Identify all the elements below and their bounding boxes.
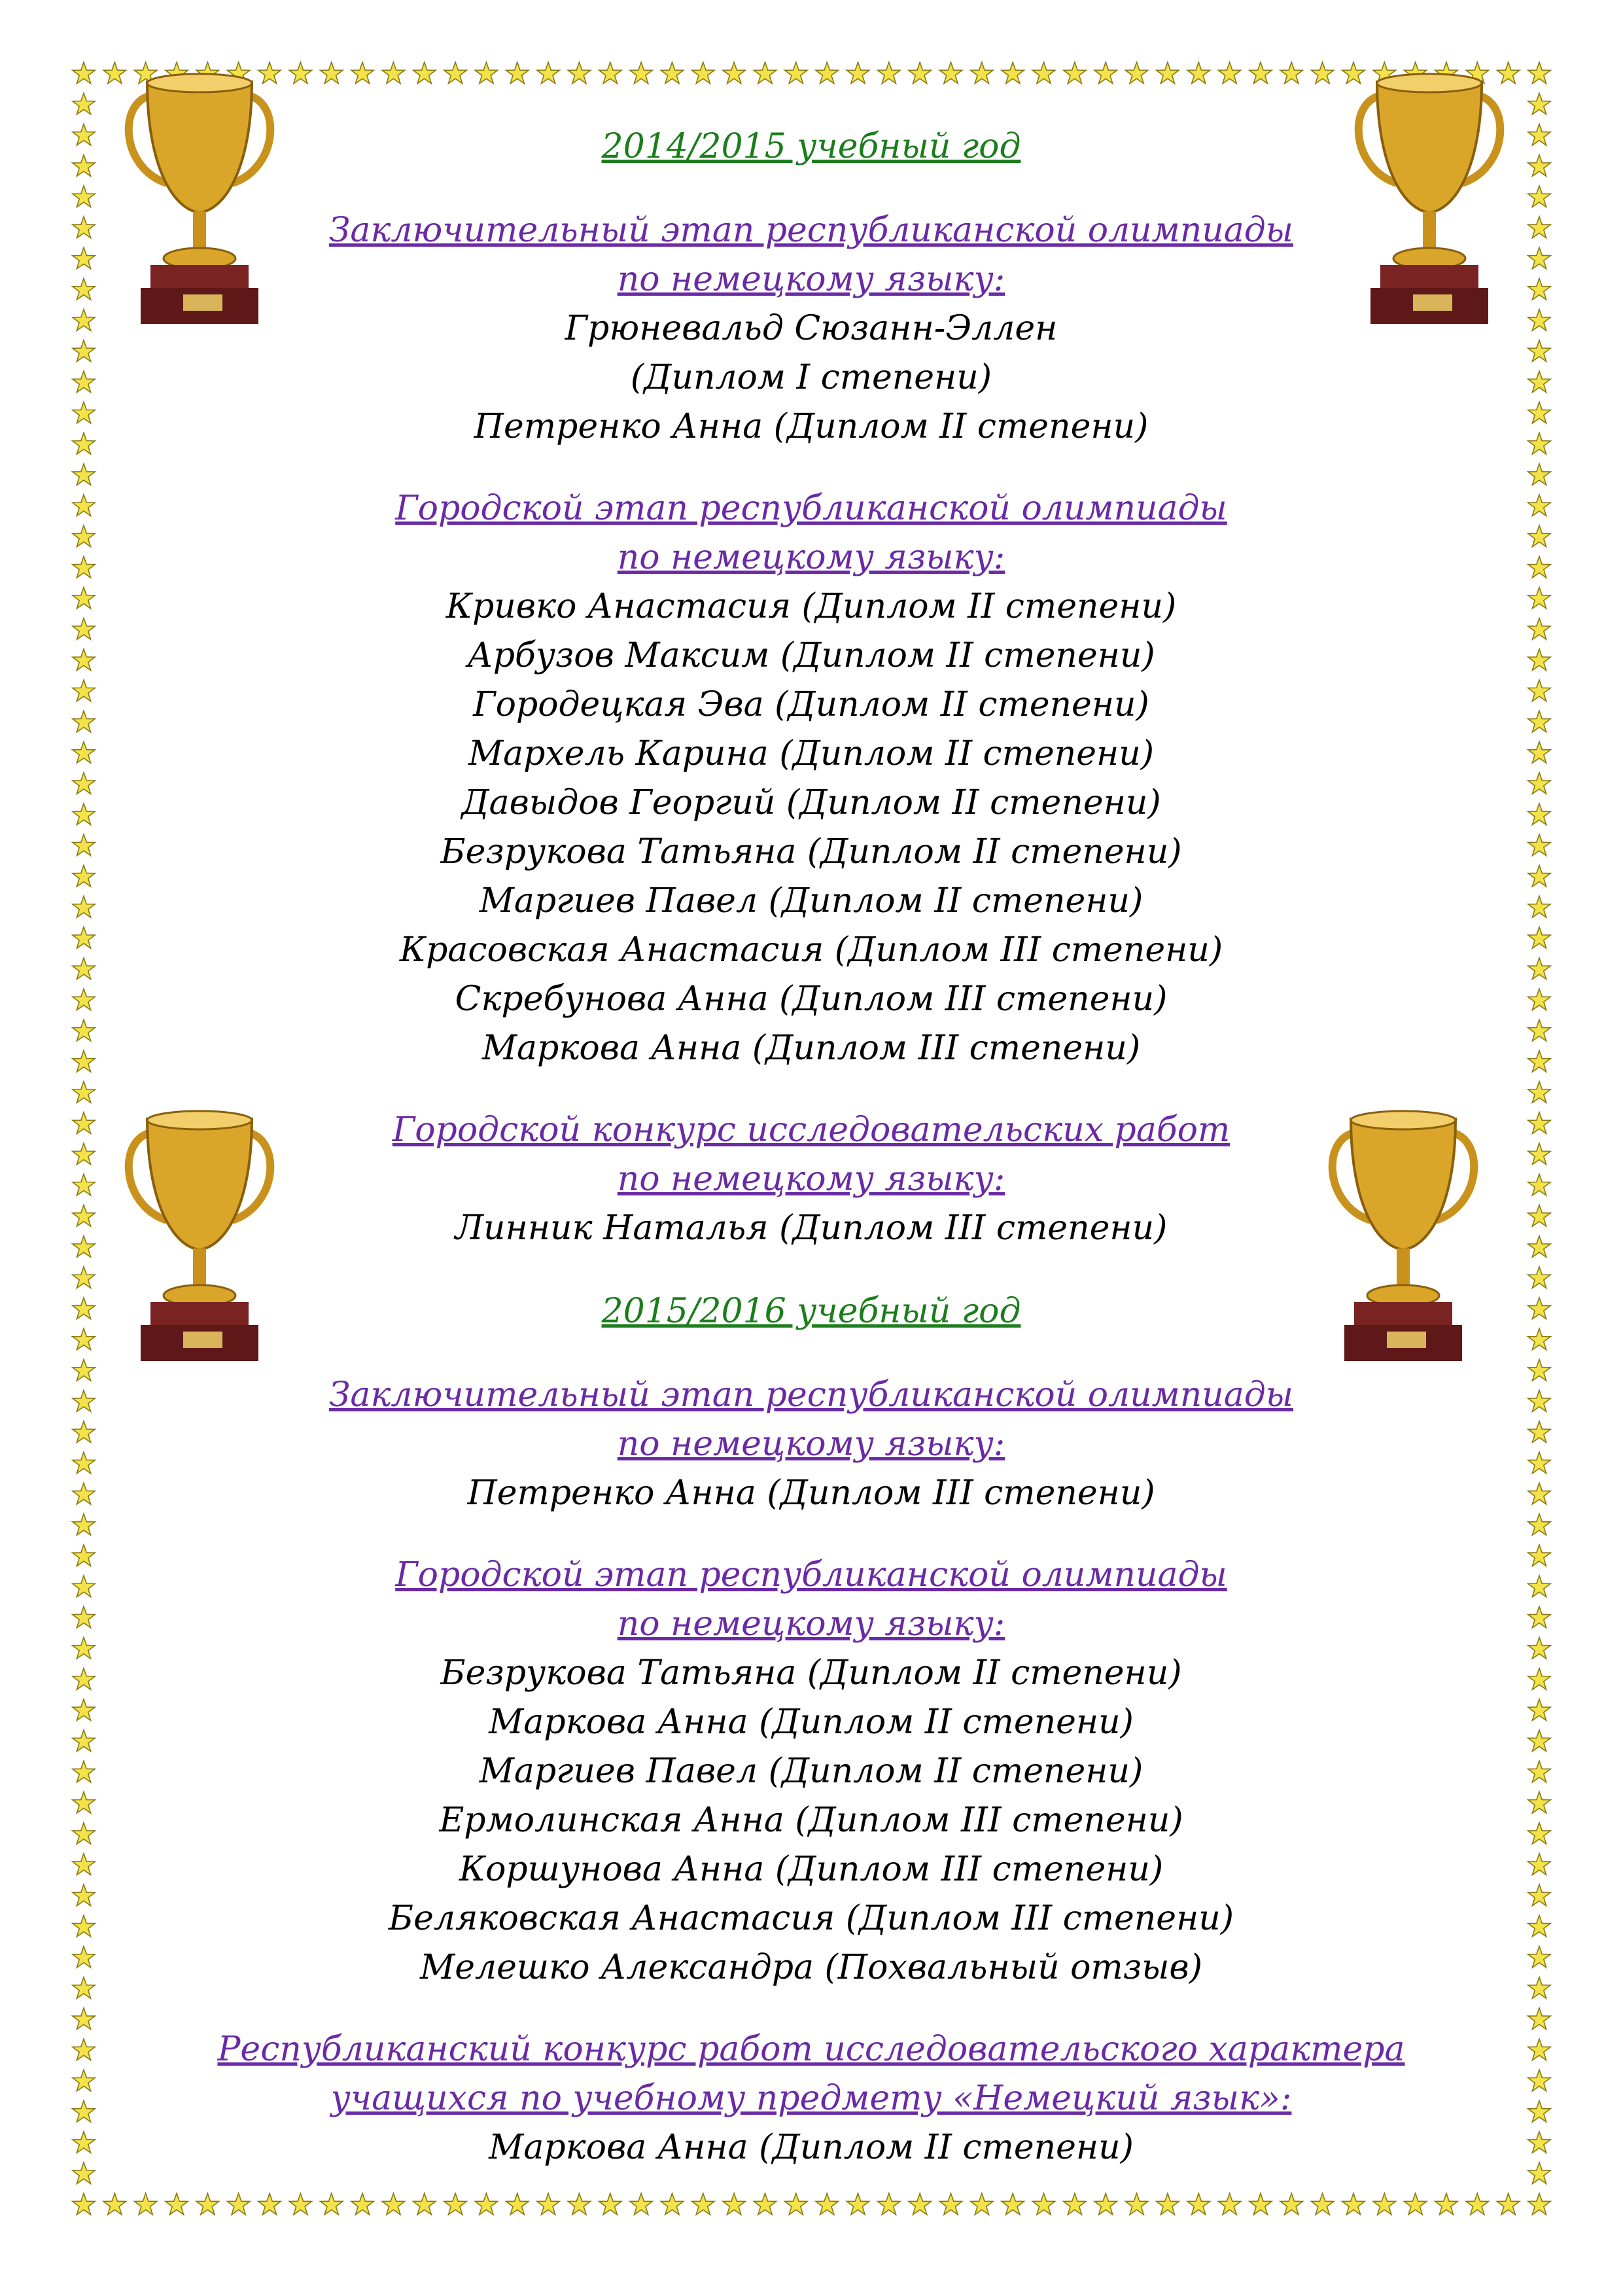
award-entry: Арбузов Максим (Диплом II степени) [467, 636, 1155, 675]
star-icon [73, 62, 95, 84]
star-icon [1528, 1545, 1550, 1566]
star-icon [73, 556, 95, 578]
star-icon [73, 1606, 95, 1628]
star-icon [661, 62, 683, 84]
star-icon [1528, 1328, 1550, 1350]
star-icon [73, 1915, 95, 1937]
star-icon [1157, 62, 1179, 84]
section-heading-line: Городской этап республиканской олимпиады [395, 1555, 1227, 1595]
star-icon [73, 773, 95, 794]
star-icon [444, 62, 466, 84]
star-icon [73, 2100, 95, 2122]
star-icon [537, 62, 559, 84]
star-icon [1404, 2193, 1426, 2215]
star-icon [73, 278, 95, 300]
star-icon [73, 804, 95, 825]
star-icon [351, 62, 374, 84]
star-icon [1528, 958, 1550, 980]
star-icon [1528, 1637, 1550, 1659]
star-icon [1528, 2163, 1550, 2184]
star-icon [73, 1360, 95, 1381]
star-icon [1528, 1360, 1550, 1381]
star-icon [1002, 62, 1024, 84]
star-icon [1528, 1205, 1550, 1227]
star-icon [846, 62, 869, 84]
star-icon [1435, 2193, 1457, 2215]
school-year-title: 2015/2016 учебный год [601, 1292, 1021, 1331]
award-entry: Маргиев Павел (Диплом II степени) [479, 881, 1143, 921]
star-icon [1528, 1669, 1550, 1690]
award-section [216, 1106, 1406, 1253]
award-entry: Мелешко Александра (Похвальный отзыв) [420, 1948, 1202, 1987]
star-icon [1249, 62, 1272, 84]
star-icon [73, 1452, 95, 1474]
star-icon [785, 62, 807, 84]
star-icon [73, 1699, 95, 1721]
star-icon [73, 711, 95, 732]
star-icon [1528, 155, 1550, 177]
star-icon [73, 1514, 95, 1536]
star-icon [1528, 464, 1550, 486]
award-entry: Маркова Анна (Диплом II степени) [489, 2128, 1134, 2167]
star-icon [1125, 62, 1147, 84]
star-icon [73, 741, 95, 763]
star-icon [939, 62, 962, 84]
award-entry: (Диплом I степени) [630, 358, 992, 397]
section-heading-line: Республиканский конкурс работ исследовательского характера [217, 2030, 1405, 2069]
award-entry: Петренко Анна (Диплом III степени) [467, 1474, 1155, 1513]
star-icon [73, 1854, 95, 1875]
star-icon [73, 309, 95, 331]
star-icon [1528, 2008, 1550, 2030]
star-icon [73, 2008, 95, 2030]
award-entry: Давыдов Георгий (Диплом II степени) [461, 783, 1161, 822]
star-icon [73, 1112, 95, 1134]
star-icon [1187, 62, 1210, 84]
star-icon [1528, 1606, 1550, 1628]
star-icon [73, 2132, 95, 2153]
section-heading-line: по немецкому языку: [617, 538, 1005, 577]
star-icon [73, 2193, 95, 2215]
award-entry: Маркова Анна (Диплом II степени) [489, 1703, 1134, 1742]
star-icon [1094, 62, 1117, 84]
star-icon [73, 1576, 95, 1597]
star-icon [73, 1977, 95, 1999]
award-entry: Красовская Анастасия (Диплом III степени) [399, 930, 1223, 970]
star-icon [1528, 1390, 1550, 1412]
star-icon [73, 927, 95, 949]
star-icon [73, 1884, 95, 1906]
star-icon [1528, 927, 1550, 949]
star-icon [1528, 217, 1550, 238]
star-icon [73, 495, 95, 516]
section-heading-line: по немецкому языку: [617, 260, 1005, 299]
star-icon [1528, 1019, 1550, 1041]
star-icon [73, 1205, 95, 1227]
awards-list [216, 121, 1406, 2205]
award-entry: Линник Наталья (Диплом III степени) [455, 1209, 1168, 1248]
star-icon [1528, 1823, 1550, 1845]
star-icon [73, 186, 95, 207]
star-icon [971, 62, 993, 84]
school-year-title: 2014/2015 учебный год [601, 127, 1021, 166]
star-icon [73, 834, 95, 856]
star-icon [1218, 62, 1240, 84]
star-icon [73, 1236, 95, 1258]
star-icon [1528, 309, 1550, 331]
star-icon [1528, 186, 1550, 207]
award-section [216, 206, 1406, 451]
award-entry: Петренко Анна (Диплом II степени) [474, 407, 1149, 446]
star-icon [723, 62, 745, 84]
section-heading-line: Заключительный этап республиканской олимпиады [328, 211, 1294, 250]
star-icon [73, 1946, 95, 1968]
star-icon [1528, 2070, 1550, 2091]
star-icon [73, 1421, 95, 1443]
star-icon [1528, 1946, 1550, 1968]
star-icon [73, 1050, 95, 1072]
star-icon [73, 525, 95, 547]
award-section [216, 2025, 1406, 2172]
section-heading-line: по немецкому языку: [617, 1604, 1005, 1644]
section-heading-line: по немецкому языку: [617, 1159, 1005, 1199]
star-icon [73, 1761, 95, 1782]
award-entry: Городецкая Эва (Диплом II степени) [473, 685, 1149, 724]
star-icon [1528, 278, 1550, 300]
star-icon [73, 1082, 95, 1103]
star-icon [599, 62, 621, 84]
star-icon [73, 1267, 95, 1288]
star-icon [1528, 1421, 1550, 1443]
star-icon [73, 155, 95, 177]
star-icon [1528, 711, 1550, 732]
star-icon [1032, 62, 1055, 84]
award-entry: Безрукова Татьяна (Диплом II степени) [440, 832, 1182, 872]
star-icon [73, 1792, 95, 1813]
star-icon [754, 62, 776, 84]
star-icon [73, 958, 95, 980]
star-icon [73, 587, 95, 609]
star-icon [1528, 495, 1550, 516]
star-icon [692, 62, 714, 84]
star-icon [73, 1823, 95, 1845]
star-icon [382, 62, 404, 84]
star-icon [1528, 247, 1550, 269]
award-entry: Кривко Анастасия (Диплом II степени) [445, 587, 1177, 626]
star-icon [1528, 62, 1550, 84]
star-icon [1528, 1112, 1550, 1134]
star-icon [1528, 402, 1550, 423]
star-icon [1528, 989, 1550, 1010]
star-icon [1528, 1236, 1550, 1258]
star-icon [73, 1545, 95, 1566]
star-icon [73, 93, 95, 115]
star-icon [1528, 2100, 1550, 2122]
star-icon [73, 1637, 95, 1659]
star-icon [1528, 1884, 1550, 1906]
star-icon [413, 62, 436, 84]
star-icon [1528, 834, 1550, 856]
star-icon [1528, 865, 1550, 887]
star-icon [1466, 2193, 1488, 2215]
star-icon [1528, 525, 1550, 547]
star-icon [1528, 773, 1550, 794]
star-icon [73, 680, 95, 701]
star-icon [73, 1730, 95, 1752]
award-entry: Скребунова Анна (Диплом III степени) [455, 980, 1168, 1019]
star-icon [1528, 1082, 1550, 1103]
star-icon [1528, 124, 1550, 145]
star-icon [1528, 1792, 1550, 1813]
star-icon [1528, 556, 1550, 578]
star-icon [73, 1143, 95, 1165]
star-icon [506, 62, 529, 84]
star-icon [1528, 1452, 1550, 1474]
star-icon [630, 62, 652, 84]
star-icon [73, 618, 95, 640]
section-heading-line: Городской конкурс исследовательских работ [392, 1110, 1230, 1150]
star-icon [73, 989, 95, 1010]
star-icon [73, 124, 95, 145]
star-icon [1528, 433, 1550, 454]
star-icon [73, 371, 95, 393]
star-icon [878, 62, 900, 84]
star-icon [1280, 62, 1302, 84]
award-section [216, 1551, 1406, 1992]
star-icon [1528, 1761, 1550, 1782]
award-section [216, 484, 1406, 1073]
star-icon [1528, 2039, 1550, 2060]
star-icon [73, 1019, 95, 1041]
star-icon [73, 865, 95, 887]
section-heading-line: по немецкому языку: [617, 1424, 1005, 1464]
star-icon [568, 62, 590, 84]
award-entry: Беляковская Анастасия (Диплом III степени) [388, 1899, 1234, 1938]
star-icon [1528, 1576, 1550, 1597]
star-icon [909, 62, 931, 84]
star-icon [73, 217, 95, 238]
star-icon [1528, 2193, 1550, 2215]
award-entry: Безрукова Татьяна (Диплом II степени) [440, 1653, 1182, 1693]
star-icon [73, 1483, 95, 1504]
award-entry: Мархель Карина (Диплом II степени) [468, 734, 1155, 773]
star-icon [73, 1298, 95, 1319]
award-entry: Маркова Анна (Диплом III степени) [481, 1029, 1141, 1068]
star-icon [73, 1174, 95, 1195]
star-icon [166, 2193, 188, 2215]
star-icon [321, 62, 343, 84]
star-icon [289, 62, 311, 84]
star-icon [73, 247, 95, 269]
star-icon [1528, 1514, 1550, 1536]
star-icon [1528, 1174, 1550, 1195]
star-icon [1528, 340, 1550, 362]
star-icon [1497, 2193, 1519, 2215]
star-icon [1528, 1298, 1550, 1319]
star-icon [1528, 1483, 1550, 1504]
star-icon [1528, 1050, 1550, 1072]
star-icon [1528, 2132, 1550, 2153]
star-icon [1528, 1977, 1550, 1999]
star-icon [1528, 1854, 1550, 1875]
star-icon [73, 1669, 95, 1690]
star-icon [1528, 93, 1550, 115]
award-section [216, 1371, 1406, 1518]
star-icon [134, 2193, 156, 2215]
star-icon [1528, 896, 1550, 917]
star-icon [103, 2193, 126, 2215]
star-icon [1528, 804, 1550, 825]
star-icon [1528, 680, 1550, 701]
section-heading-line: Городской этап республиканской олимпиады [395, 489, 1227, 528]
star-icon [1064, 62, 1086, 84]
award-entry: Коршунова Анна (Диплом III степени) [459, 1850, 1164, 1889]
star-icon [1528, 1143, 1550, 1165]
star-icon [73, 2163, 95, 2184]
star-icon [73, 649, 95, 671]
star-icon [73, 1328, 95, 1350]
star-icon [73, 464, 95, 486]
star-icon [1528, 1730, 1550, 1752]
star-icon [475, 62, 497, 84]
award-entry: Грюневальд Сюзанн-Эллен [565, 309, 1058, 348]
star-icon [1311, 62, 1333, 84]
star-icon [73, 2070, 95, 2091]
star-icon [73, 340, 95, 362]
star-icon [1528, 741, 1550, 763]
star-icon [1528, 1699, 1550, 1721]
star-icon [73, 2039, 95, 2060]
star-icon [1528, 1915, 1550, 1937]
star-icon [816, 62, 838, 84]
award-entry: Ермолинская Анна (Диплом III степени) [439, 1801, 1183, 1840]
award-entry: Маргиев Павел (Диплом II степени) [479, 1752, 1143, 1791]
star-icon [73, 433, 95, 454]
star-icon [1528, 1267, 1550, 1288]
star-icon [1528, 587, 1550, 609]
star-icon [73, 896, 95, 917]
star-icon [73, 1390, 95, 1412]
star-icon [1528, 649, 1550, 671]
star-icon [1528, 371, 1550, 393]
star-icon [1528, 618, 1550, 640]
section-heading-line: Заключительный этап республиканской олимпиады [328, 1375, 1294, 1415]
star-icon [73, 402, 95, 423]
section-heading-line: учащихся по учебному предмету «Немецкий язык»: [330, 2079, 1292, 2118]
